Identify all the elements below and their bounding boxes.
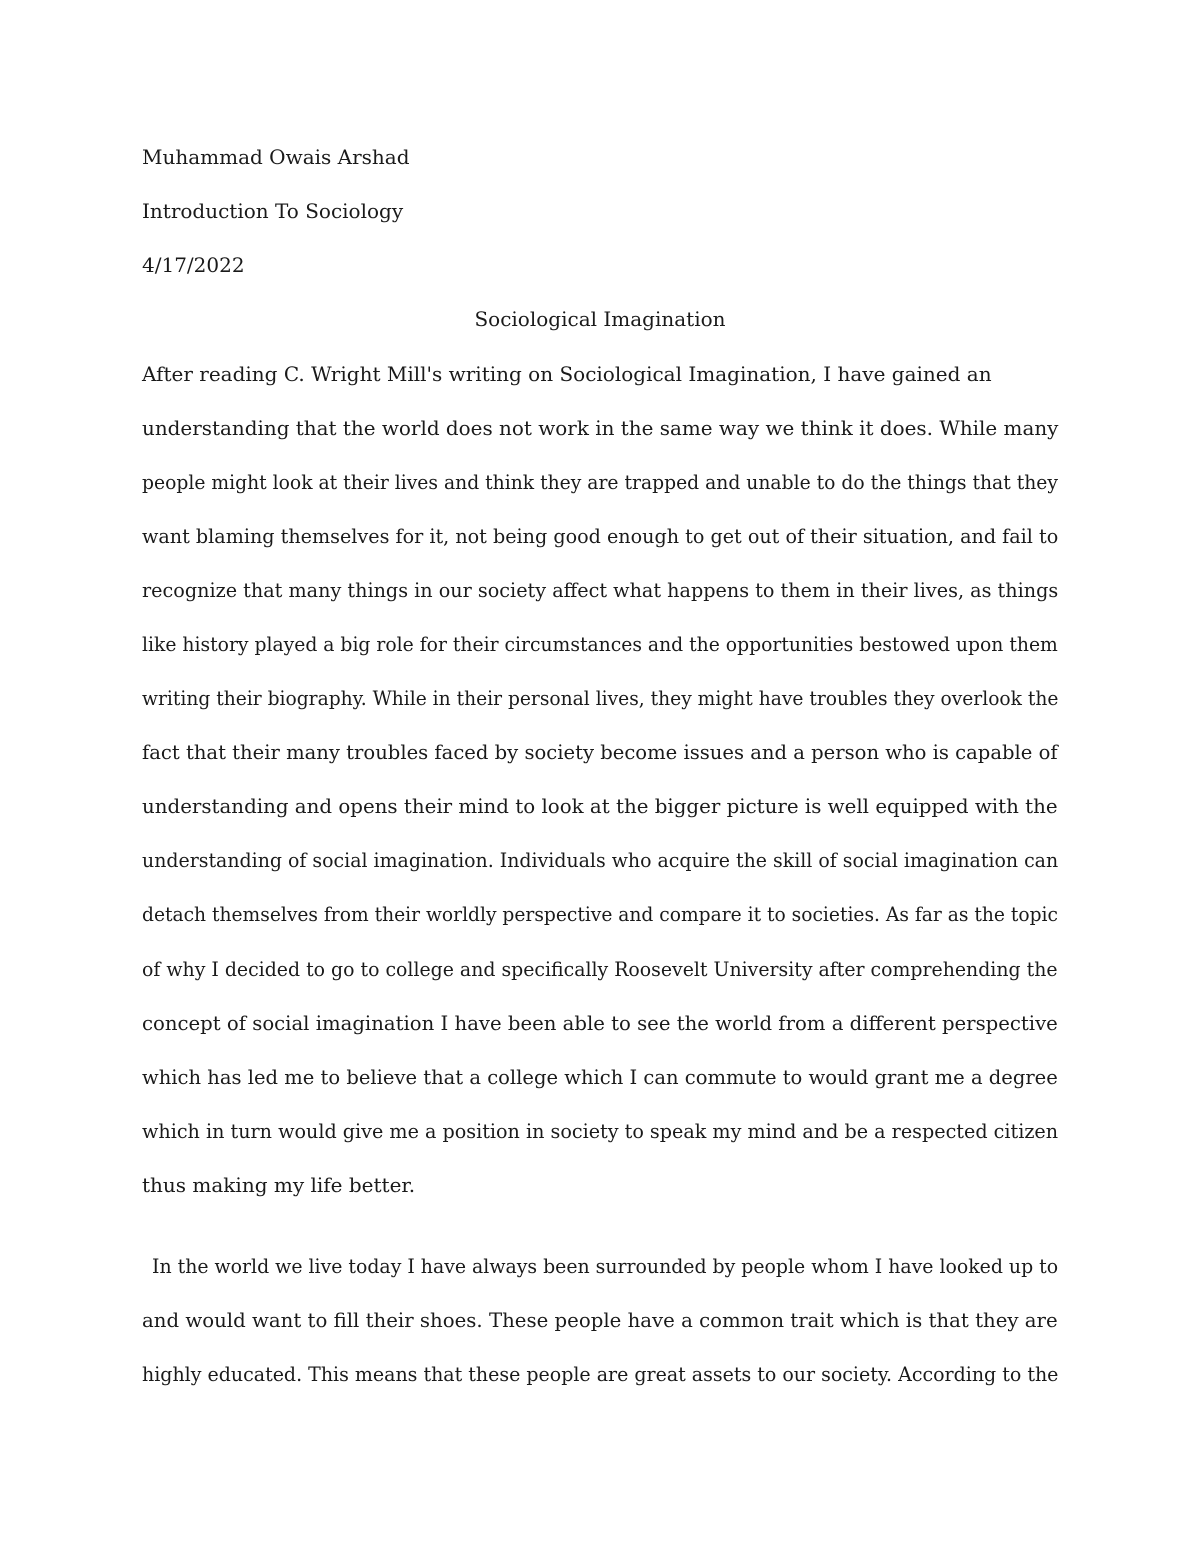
document-title: Sociological Imagination [474,307,726,331]
text-line: which has led me to believe that a college which I can commute to would grant me a degree [142,1065,1058,1089]
text-line: fact that their many troubles faced by society become issues and a person who is capable of [142,740,1058,764]
text-line: detach themselves from their worldly perspective and compare it to societies. As far as the topic [142,902,1058,926]
text-line: In the world we live today I have always been surrounded by people whom I have looked up to [152,1254,1059,1278]
text-line: After reading C. Wright Mill's writing on Sociological Imagination, I have gained an [142,362,992,386]
text-line: of why I decided to go to college and specifically Roosevelt University after comprehending the [142,957,1058,981]
text-line: recognize that many things in our society affect what happens to them in their lives, as things [142,578,1059,602]
text-line: people might look at their lives and think they are trapped and unable to do the things that they [142,470,1058,494]
document-date: 4/17/2022 [142,253,245,277]
text-line: understanding of social imagination. Individuals who acquire the skill of social imagination can [142,848,1059,872]
text-line: writing their biography. While in their personal lives, they might have troubles they overlook the [142,686,1059,710]
text-line: concept of social imagination I have been able to see the world from a different perspective [142,1011,1058,1035]
text-line: and would want to fill their shoes. These people have a common trait which is that they are [142,1308,1058,1332]
text-line: which in turn would give me a position in society to speak my mind and be a respected citizen [142,1119,1059,1143]
author-name: Muhammad Owais Arshad [142,145,410,169]
text-line: understanding that the world does not work in the same way we think it does. While many [142,416,1059,440]
text-line: like history played a big role for their circumstances and the opportunities bestowed upon them [142,632,1058,656]
text-line: thus making my life better. [142,1173,416,1197]
text-line: understanding and opens their mind to look at the bigger picture is well equipped with the [142,794,1058,818]
text-line: want blaming themselves for it, not being good enough to get out of their situation, and fail to [142,524,1059,548]
course-name: Introduction To Sociology [142,199,404,223]
text-line: highly educated. This means that these people are great assets to our society. According to the [142,1362,1059,1386]
